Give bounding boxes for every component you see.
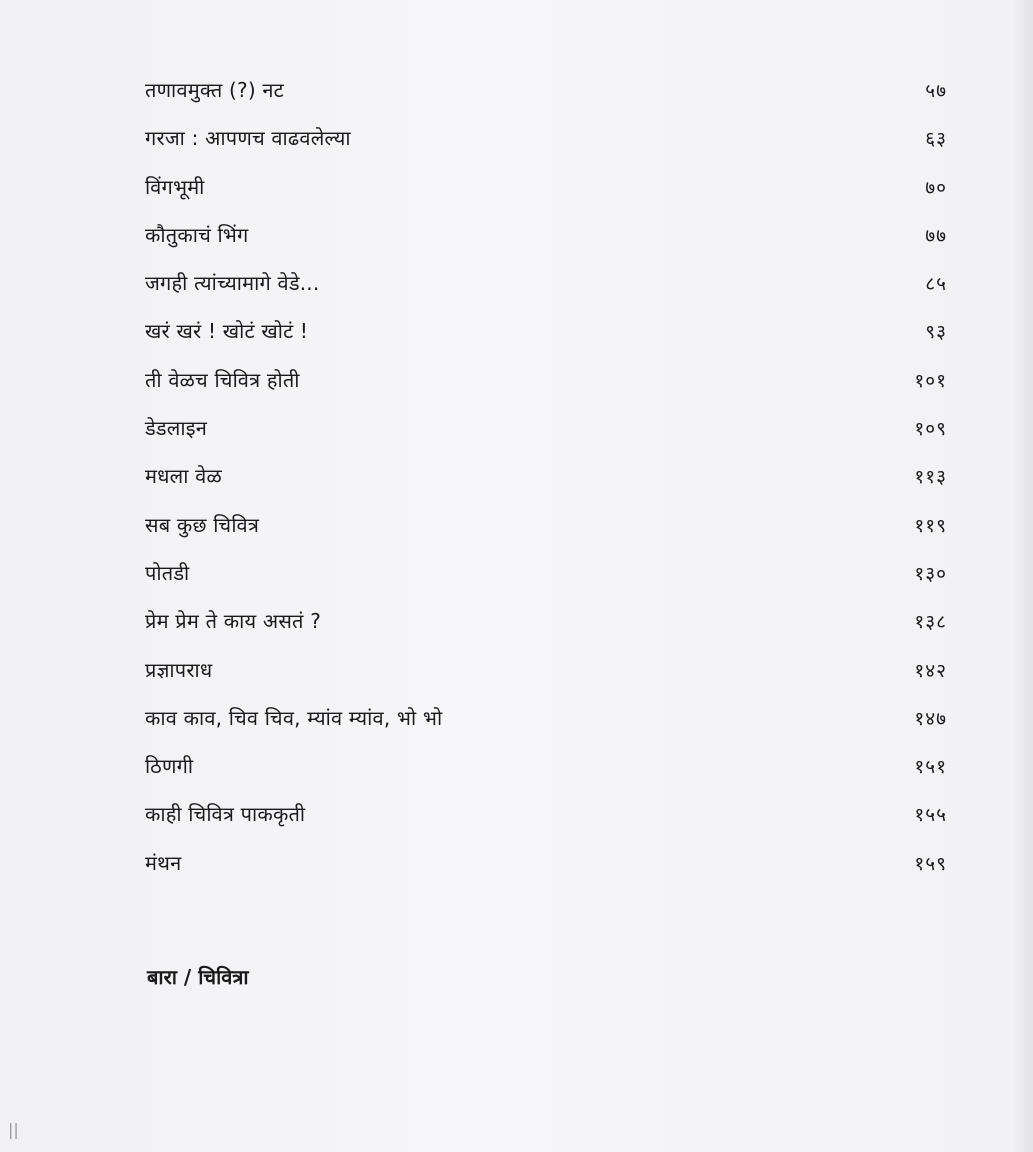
toc-row: [145, 173, 955, 221]
toc-entry-page: ८५: [925, 273, 947, 296]
toc-entry-page: ७०: [925, 176, 947, 199]
toc-entry-title: डेडलाइन: [145, 416, 208, 441]
table-of-contents: [145, 76, 955, 897]
toc-row: [145, 76, 955, 124]
toc-row: [145, 607, 955, 655]
toc-row: [145, 221, 955, 269]
toc-entry-page: ९३: [925, 321, 947, 344]
toc-row: [145, 462, 955, 510]
toc-entry-page: १०९: [914, 418, 947, 441]
toc-entry-title: ठिणगी: [145, 754, 194, 779]
toc-row: [145, 704, 955, 752]
toc-entry-title: पोतडी: [145, 560, 190, 585]
page-edge-mark: ||: [8, 1120, 19, 1139]
toc-entry-page: १४७: [914, 707, 947, 730]
toc-row: [145, 511, 955, 559]
toc-row: [145, 752, 955, 800]
toc-entry-title: जगही त्यांच्यामागे वेडे...: [145, 271, 320, 296]
toc-row: [145, 414, 955, 462]
toc-entry-title: सब कुछ चिवित्र: [145, 512, 260, 537]
toc-entry-title: ती वेळच चिवित्र होती: [145, 367, 300, 392]
toc-row: [145, 124, 955, 172]
toc-entry-title: प्रज्ञापराध: [145, 657, 213, 682]
toc-entry-title: विंगभूमी: [145, 174, 205, 199]
toc-entry-page: १०१: [914, 369, 947, 392]
toc-entry-title: मंथन: [145, 850, 182, 875]
toc-entry-page: ११९: [914, 514, 947, 537]
toc-entry-page: ६३: [925, 128, 947, 151]
toc-entry-page: १४२: [914, 659, 947, 682]
page-edge-shadow: [1011, 0, 1033, 1152]
toc-entry-page: १५९: [914, 852, 947, 875]
toc-entry-title: काही चिवित्र पाककृती: [145, 802, 306, 827]
toc-entry-title: तणावमुक्त (?) नट: [145, 78, 284, 102]
toc-entry-page: १३०: [914, 562, 947, 585]
toc-row: [145, 800, 955, 848]
toc-row: [145, 656, 955, 704]
page-footer: बारा / चिवित्रा: [147, 965, 249, 989]
toc-row: [145, 269, 955, 317]
toc-entry-page: १५५: [914, 804, 947, 827]
toc-row: [145, 849, 955, 897]
toc-entry-page: ११३: [914, 466, 947, 489]
toc-row: [145, 317, 955, 365]
toc-entry-page: ५७: [925, 80, 947, 102]
toc-entry-page: १५१: [914, 756, 947, 779]
toc-entry-title: प्रेम प्रेम ते काय असतं ?: [145, 609, 322, 634]
toc-row: [145, 366, 955, 414]
toc-entry-title: मधला वेळ: [145, 464, 222, 489]
toc-entry-page: १३८: [914, 611, 947, 634]
toc-entry-title: काव काव, चिव चिव, म्यांव म्यांव, भो भो: [145, 705, 443, 730]
toc-entry-title: गरजा : आपणच वाढवलेल्या: [145, 126, 351, 151]
toc-entry-title: खरं खरं ! खोटं खोटं !: [145, 319, 309, 344]
toc-entry-title: कौतुकाचं भिंग: [145, 222, 249, 247]
toc-entry-page: ७७: [925, 224, 947, 247]
toc-row: [145, 559, 955, 607]
